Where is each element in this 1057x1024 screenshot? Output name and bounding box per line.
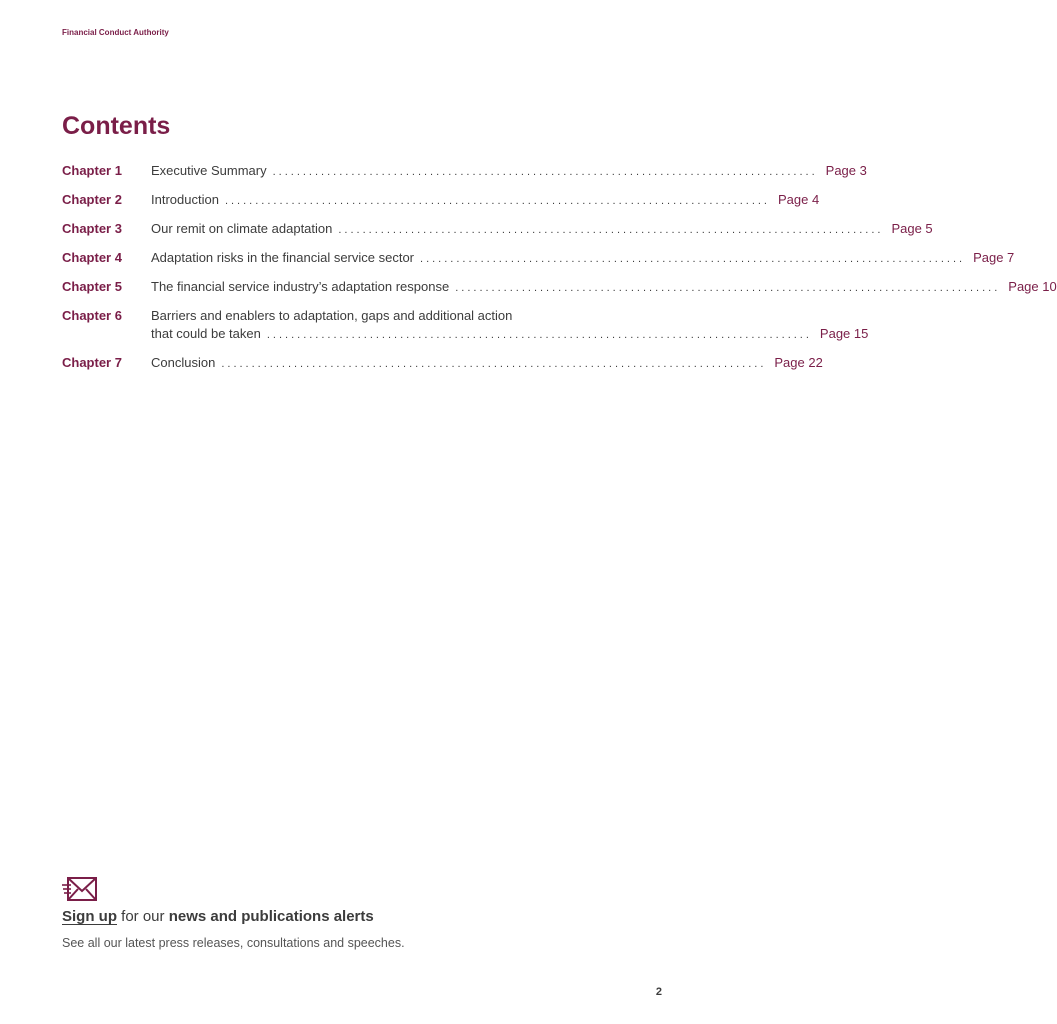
chapter-title: Executive Summary [151, 163, 267, 178]
chapter-label: Chapter 5 [62, 279, 122, 294]
page-link[interactable]: Page 10 [1008, 279, 1057, 294]
chapter-label: Chapter 4 [62, 250, 122, 265]
page-link[interactable]: Page 22 [774, 355, 823, 370]
toc-row-chapter-2[interactable] [62, 191, 820, 210]
signup-middle-text: for our [117, 908, 169, 925]
chapter-label: Chapter 7 [62, 355, 122, 370]
toc-row-chapter-1[interactable] [62, 162, 867, 181]
chapter-title: Introduction [151, 192, 219, 207]
page-link[interactable]: Page 3 [825, 163, 867, 178]
leader-dots: .......................................................................................... [224, 195, 770, 207]
signup-line [62, 908, 374, 925]
chapter-title-line-1: Barriers and enablers to adaptation, gaps and additional action [151, 308, 513, 323]
page-link[interactable]: Page 15 [819, 326, 869, 341]
toc-row-chapter-5[interactable] [62, 278, 1057, 297]
chapter-title-line-2: that could be taken [151, 326, 261, 341]
chapter-label: Chapter 3 [62, 221, 122, 236]
envelope-icon [62, 876, 98, 904]
table-of-contents [62, 162, 1057, 383]
leader-dots: .......................................................................................... [272, 166, 818, 178]
leader-dots: .......................................................................................... [221, 358, 767, 370]
toc-row-chapter-4[interactable] [62, 249, 1015, 268]
organization-name: Financial Conduct Authority [62, 28, 169, 37]
chapter-title: Our remit on climate adaptation [151, 221, 333, 236]
page-number: 2 [655, 986, 662, 998]
chapter-title: Adaptation risks in the financial service sector [151, 250, 415, 265]
chapter-title: Conclusion [151, 355, 216, 370]
leader-dots: .......................................................................................... [266, 329, 812, 341]
leader-dots: .......................................................................................... [455, 282, 1001, 294]
chapter-label: Chapter 2 [62, 192, 122, 207]
leader-dots: .......................................................................................... [338, 224, 884, 236]
signup-link[interactable]: Sign up [62, 908, 117, 925]
page-link[interactable]: Page 4 [778, 192, 820, 207]
signup-topic: news and publications alerts [168, 908, 374, 925]
chapter-label: Chapter 1 [62, 163, 122, 178]
toc-row-chapter-3[interactable] [62, 220, 933, 239]
page-link[interactable]: Page 5 [891, 221, 933, 236]
signup-subtext: See all our latest press releases, consultations and speeches. [62, 936, 405, 950]
toc-row-chapter-7[interactable] [62, 354, 823, 373]
toc-row-chapter-6[interactable] [62, 307, 869, 344]
chapter-label: Chapter 6 [62, 308, 122, 323]
leader-dots: .......................................................................................... [420, 253, 966, 265]
page-title: Contents [62, 112, 171, 140]
page-link[interactable]: Page 7 [973, 250, 1015, 265]
chapter-title: The financial service industry’s adaptation response [151, 279, 450, 294]
